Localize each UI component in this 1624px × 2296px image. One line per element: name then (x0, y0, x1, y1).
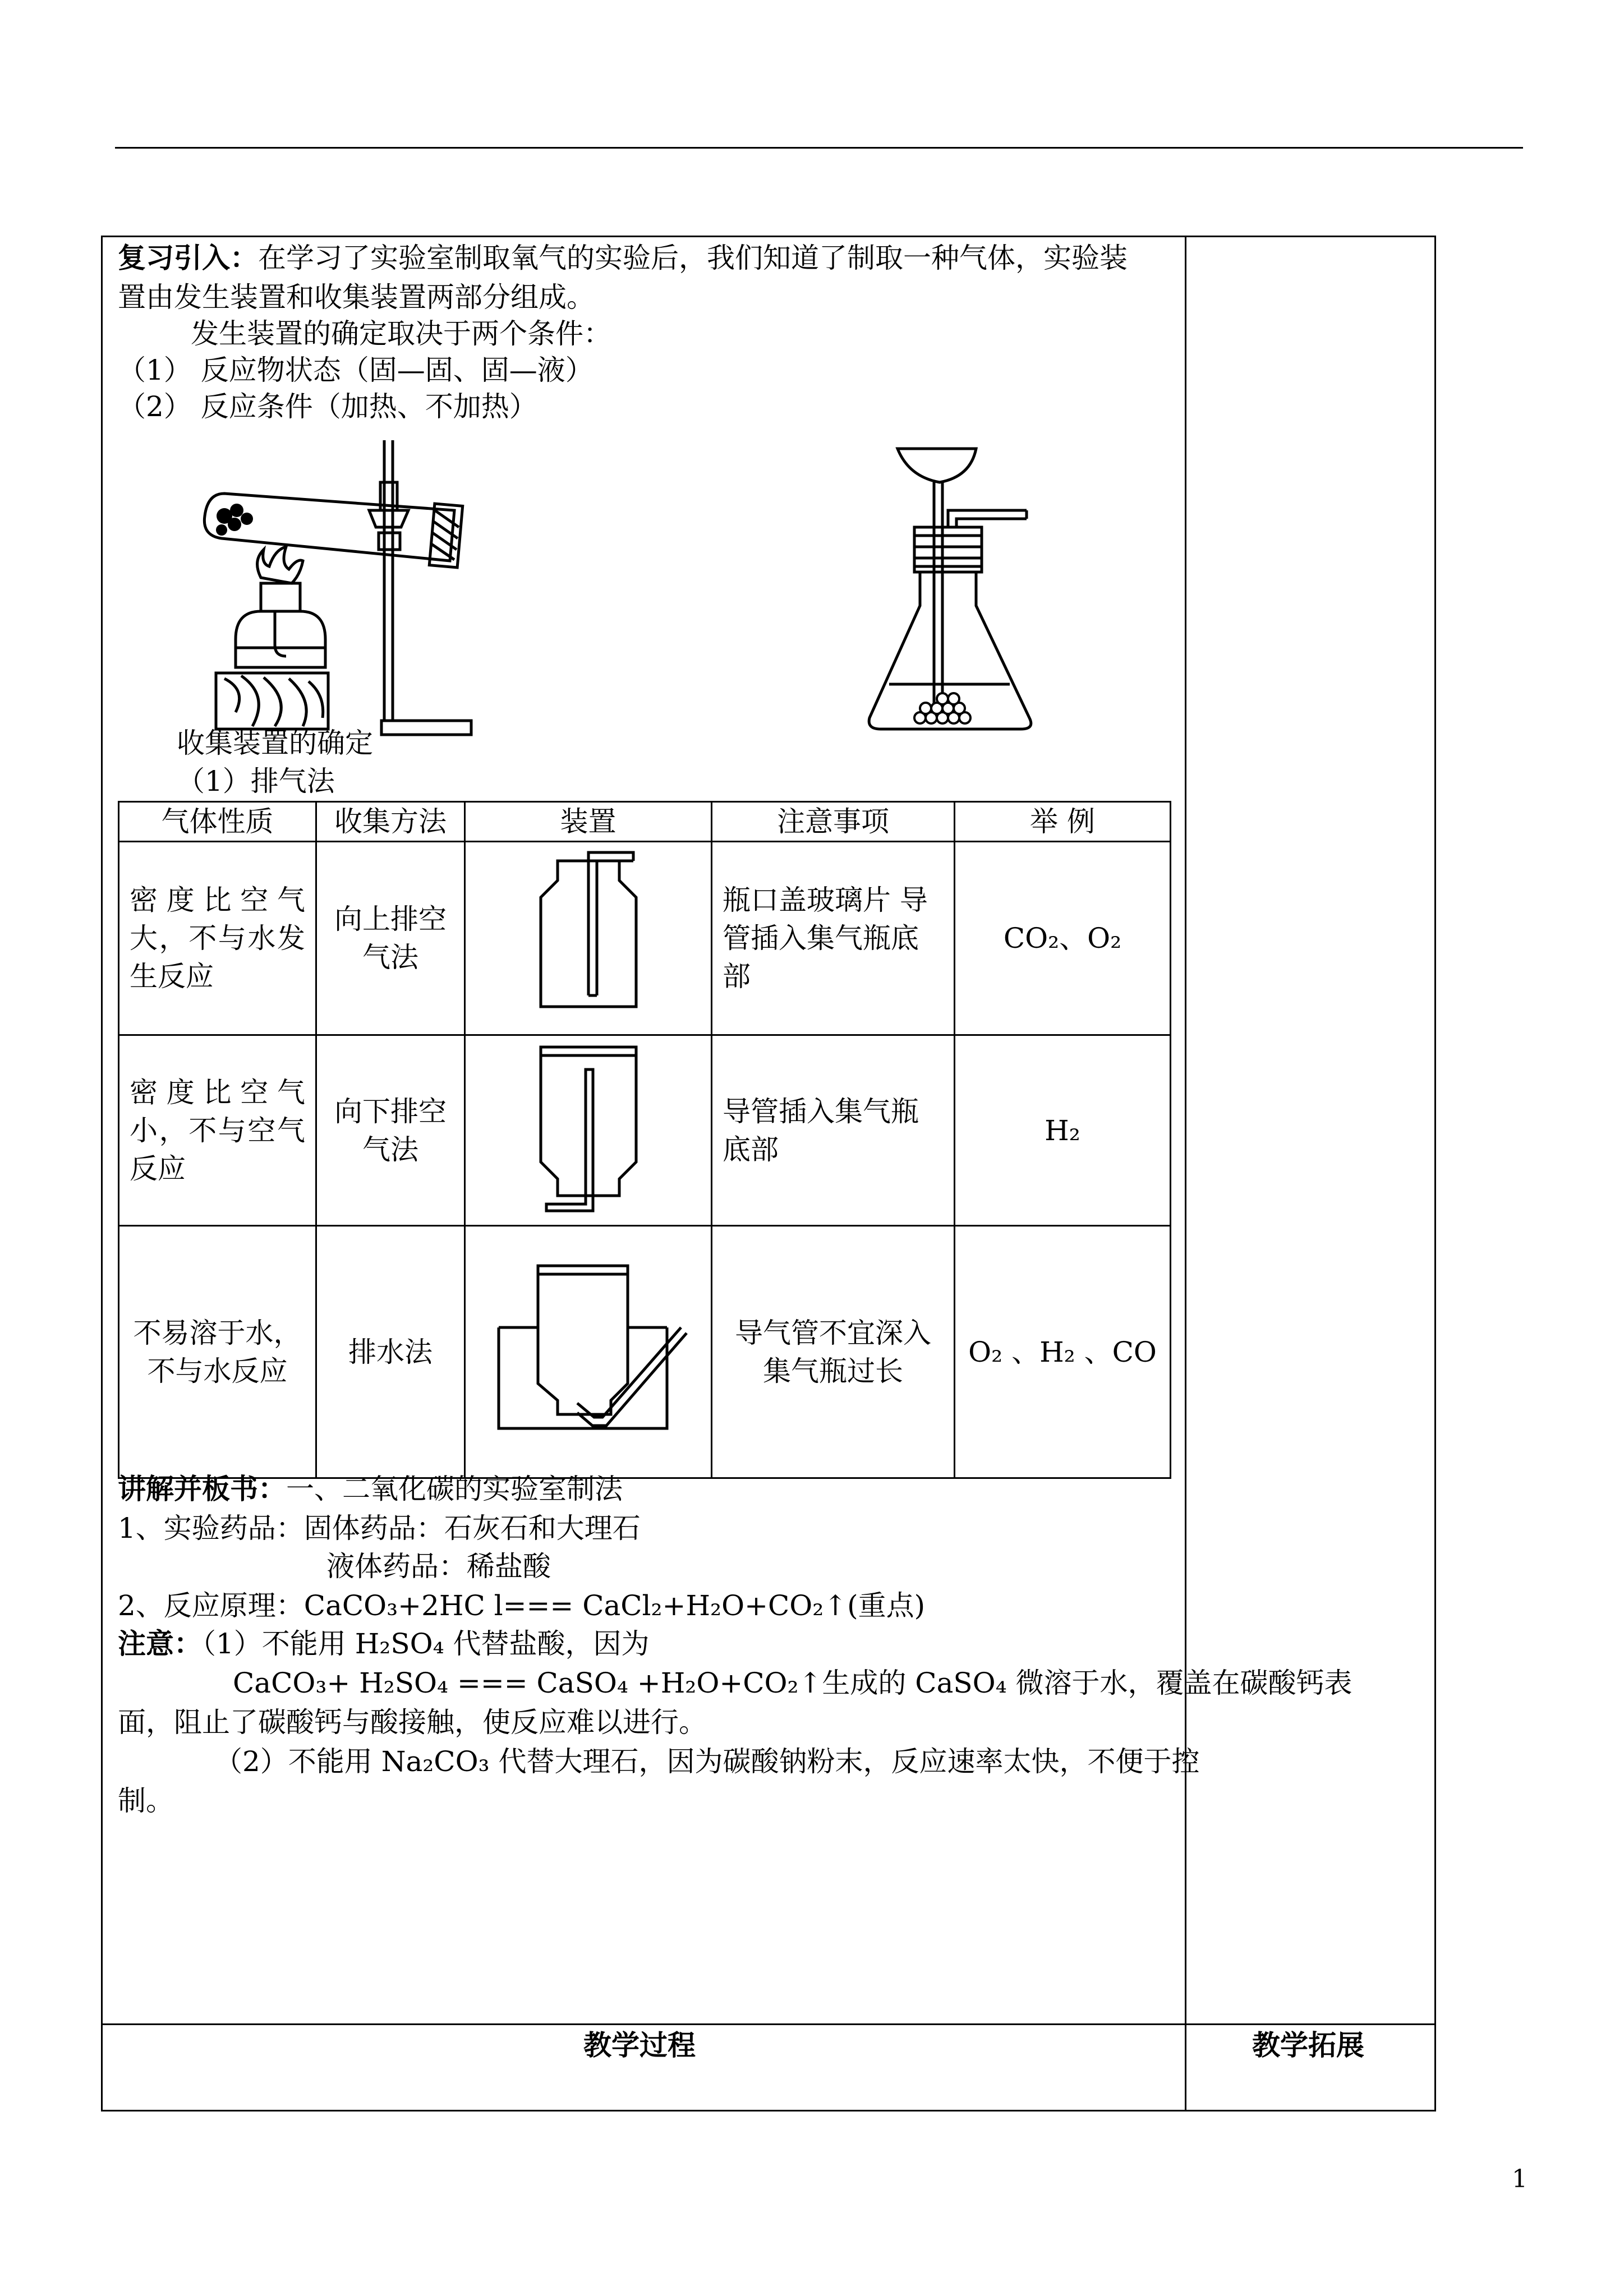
collect-heading: 收集装置的确定 (177, 727, 373, 759)
property-cell: 不易溶于水，不与水反应 (119, 1226, 316, 1478)
heating-apparatus-illustration (191, 426, 482, 746)
header-property: 气体性质 (119, 802, 316, 842)
page-number: 1 (1512, 2165, 1528, 2193)
note-2: （2）不能用 Na₂CO₃ 代替大理石，因为碳酸钠粉末，反应速率太快，不便于控 (214, 1745, 1200, 1778)
example-cell: O₂ 、H₂ 、CO (955, 1226, 1171, 1478)
apparatus-cell (465, 842, 712, 1035)
header-example: 举 例 (955, 802, 1171, 842)
note-2-continued: 制。 (118, 1785, 174, 1817)
condition-2: （2） 反应条件（加热、不加热） (118, 390, 537, 423)
table-row (119, 1226, 1171, 1478)
collect-subheading: （1）排气法 (177, 765, 335, 797)
teaching-process-label: 教学过程 (583, 2028, 696, 2062)
lecture-heading: 讲解并板书：一、二氧化碳的实验室制法 (118, 1472, 623, 1505)
footer-divider (101, 2023, 1436, 2025)
reagents-line: 1、实验药品：固体药品：石灰石和大理石 (118, 1512, 641, 1545)
apparatus-cell (465, 1226, 712, 1478)
method-cell: 向上排空气法 (316, 842, 465, 1035)
method-cell: 向下排空气法 (316, 1035, 465, 1226)
flask-apparatus-illustration (858, 437, 1071, 740)
table-header-row (119, 802, 1171, 842)
upward-displacement-icon (532, 850, 645, 1018)
note-1-continued: 面，阻止了碳酸钙与酸接触，使反应难以进行。 (118, 1706, 707, 1739)
note-cell: 导气管不宜深入集气瓶过长 (712, 1226, 955, 1478)
header-note: 注意事项 (712, 802, 955, 842)
intro-line-2: 置由发生装置和收集装置两部分组成。 (118, 281, 595, 313)
condition-1: （1） 反应物状态（固—固、固—液） (118, 354, 594, 386)
water-displacement-icon (487, 1255, 689, 1440)
table-row (119, 842, 1171, 1035)
downward-displacement-icon (532, 1036, 645, 1215)
gas-collection-table (118, 801, 1171, 1479)
header-apparatus: 装置 (465, 802, 712, 842)
intro-line-3: 发生装置的确定取决于两个条件： (191, 317, 611, 350)
apparatus-cell (465, 1035, 712, 1226)
method-cell: 排水法 (316, 1226, 465, 1478)
note-1-equation: CaCO₃+ H₂SO₄ === CaSO₄ +H₂O+CO₂↑生成的 CaSO₄ 微溶于水，覆盖在碳酸钙表 (233, 1667, 1352, 1699)
note-cell: 导管插入集气瓶底部 (712, 1035, 955, 1226)
reaction-principle: 2、反应原理：CaCO₃+2HC l=== CaCl₂+H₂O+CO₂↑(重点) (118, 1589, 926, 1622)
example-cell: H₂ (955, 1035, 1171, 1226)
column-divider (1185, 236, 1186, 2111)
header-method: 收集方法 (316, 802, 465, 842)
note-cell: 瓶口盖玻璃片 导管插入集气瓶底部 (712, 842, 955, 1035)
top-rule (115, 147, 1523, 149)
example-cell: CO₂、O₂ (955, 842, 1171, 1035)
table-row (119, 1035, 1171, 1226)
property-cell: 密度比空气小，不与空气反应 (119, 1035, 316, 1226)
property-cell: 密度比空气大，不与水发生反应 (119, 842, 316, 1035)
note-1: 注意：（1）不能用 H₂SO₄ 代替盐酸，因为 (118, 1627, 650, 1660)
intro-line-1: 复习引入：在学习了实验室制取氧气的实验后，我们知道了制取一种气体，实验装 (118, 241, 1128, 274)
reagents-liquid: 液体药品：稀盐酸 (326, 1550, 551, 1583)
teaching-extension-label: 教学拓展 (1252, 2028, 1364, 2062)
